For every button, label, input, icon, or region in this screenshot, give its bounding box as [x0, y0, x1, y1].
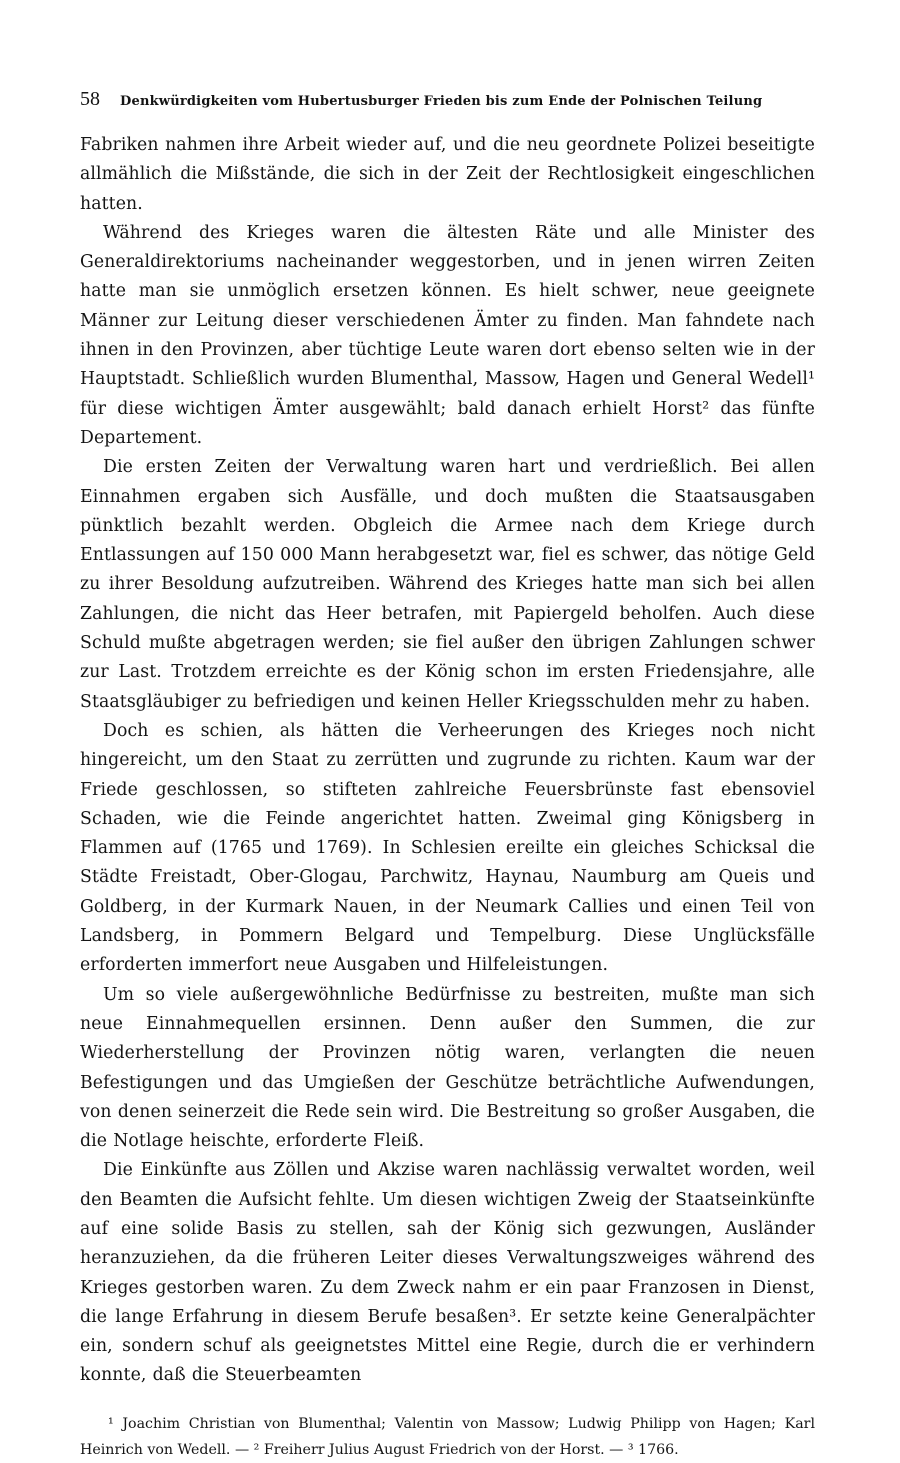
book-page: [80, 88, 815, 1463]
running-title: Denkwürdigkeiten vom Hubertusburger Frieden bis zum Ende der Polnischen Teilung: [120, 94, 763, 109]
paragraph-continuation: Fabriken nahmen ihre Arbeit wieder auf, und die neu geordnete Polizei beseitigte allmählich die Mißstände, die sich in der Zeit der Rechtlosigkeit eingeschlichen hatten.: [80, 135, 815, 214]
paragraph-revenues: Um so viele außergewöhnliche Bedürfnisse zu bestreiten, mußte man sich neue Einnahmequellen ersinnen. Denn außer den Summen, die zur Wiederherstellung der Provinzen nötig waren, verlangten die neuen Befestigungen und das Umgießen der Geschütze beträchtliche Aufwendungen, von denen seinerzeit die Rede sein wird. Die Bestreitung so großer Ausgaben, die die Notlage heischte, erforderte Fleiß.: [80, 984, 815, 1152]
paragraph-customs: Die Einkünfte aus Zöllen und Akzise waren nachlässig verwaltet worden, weil den Beamten die Aufsicht fehlte. Um diesen wichtigen Zweig der Staatseinkünfte auf eine solide Basis zu stellen, sah der König sich gezwungen, Ausländer heranzuziehen, da die früheren Leiter dieses Verwaltungszweiges während des Krieges gestorben waren. Zu dem Zweck nahm er ein paar Franzosen in Dienst, die lange Erfahrung in diesem Berufe besaßen³. Er setzte keine Generalpächter ein, sondern schuf als geeignetstes Mittel eine Regie, durch die er verhindern konnte, daß die Steuerbeamten: [80, 1160, 815, 1386]
paragraph-fires: Doch es schien, als hätten die Verheerungen des Krieges noch nicht hingereicht, um den Staat zu zerrütten und zugrunde zu richten. Kaum war der Friede geschlossen, so stifteten zahlreiche Feuersbrünste fast ebensoviel Schaden, wie die Feinde angerichtet hatten. Zweimal ging Königsberg in Flammen auf (1765 und 1769). In Schlesien ereilte ein gleiches Schicksal die Städte Freistadt, Ober-Glogau, Parchwitz, Haynau, Naumburg am Queis und Goldberg, in der Kurmark Nauen, in der Neumark Callies und einen Teil von Landsberg, in Pommern Belgard und Tempelburg. Diese Unglücksfälle erforderten immerfort neue Ausgaben und Hilfeleistungen.: [80, 720, 815, 976]
running-head: [80, 88, 815, 111]
paragraph-ministers: Während des Krieges waren die ältesten Räte und alle Minister des Generaldirektoriums nacheinander weggestorben, und in jenen wirren Zeiten hatte man sie unmöglich ersetzen können. Es hielt schwer, neue geeignete Männer zur Leitung dieser verschiedenen Ämter zu finden. Man fahndete nach ihnen in den Provinzen, aber tüchtige Leute waren dort ebenso selten wie in der Hauptstadt. Schließlich wurden Blumenthal, Massow, Hagen und General Wedell¹ für diese wichtigen Ämter ausgewählt; bald danach erhielt Horst² das fünfte Departement.: [80, 222, 815, 448]
footnotes: [80, 1411, 815, 1463]
page-number: 58: [80, 88, 100, 110]
body-text: [80, 131, 815, 1391]
paragraph-administration: Die ersten Zeiten der Verwaltung waren hart und verdrießlich. Bei allen Einnahmen ergaben sich Ausfälle, und doch mußten die Staatsausgaben pünktlich bezahlt werden. Obgleich die Armee nach dem Kriege durch Entlassungen auf 150 000 Mann herabgesetzt war, fiel es schwer, das nötige Geld zu ihrer Besoldung aufzutreiben. Während des Krieges hatte man sich bei allen Zahlungen, die nicht das Heer betrafen, mit Papiergeld beholfen. Auch diese Schuld mußte abgetragen werden; sie fiel außer den übrigen Zahlungen schwer zur Last. Trotzdem erreichte es der König schon im ersten Friedensjahre, alle Staatsgläubiger zu befriedigen und keinen Heller Kriegsschulden mehr zu haben.: [80, 457, 815, 712]
footnote-text: ¹ Joachim Christian von Blumenthal; Valentin von Massow; Ludwig Philipp von Hagen; Karl Heinrich von Wedell. — ² Freiherr Julius August Friedrich von der Horst. — ³ 1766.: [80, 1415, 815, 1458]
